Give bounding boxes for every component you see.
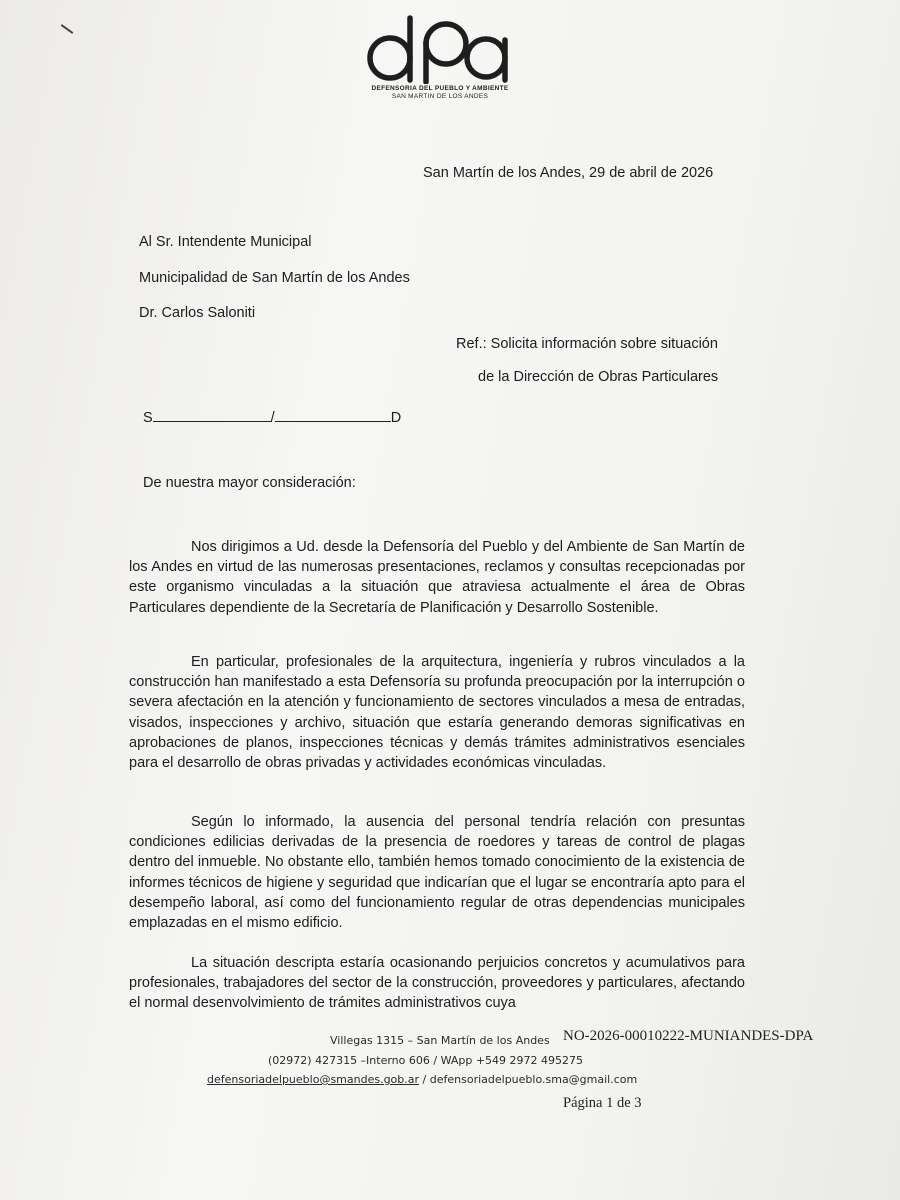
logo <box>340 12 540 117</box>
page-number: Página 1 de 3 <box>563 1095 642 1111</box>
addressee-line-2: Municipalidad de San Martín de los Andes <box>139 270 410 286</box>
footer-phones: (02972) 427315 –Interno 606 / WApp +549 2972 495275 <box>268 1054 584 1067</box>
email-link-1[interactable]: defensoriadelpueblo@smandes.gob.ar <box>207 1073 420 1086</box>
sd-blank-1 <box>153 407 271 422</box>
document-number: NO-2026-00010222-MUNIANDES-DPA <box>563 1028 814 1044</box>
dpa-logo-mark <box>360 12 520 84</box>
reference-label: Ref.: <box>456 336 487 352</box>
body-paragraph: Según lo informado, la ausencia del personal tendría relación con presuntas condiciones edilicias derivadas de la presencia de roedores y tareas de control de plagas dentro del inmueble. No obstante ello, también hemos tomado conocimiento de la existencia de informes técnicos de higiene y seguridad que indicarían que el lugar se encontraría apto para el desempeño laboral, así como del funcionamiento regular de otras dependencias municipales emplazadas en el mismo edificio. <box>129 814 745 932</box>
body-paragraph: Nos dirigimos a Ud. desde la Defensoría del Pueblo y del Ambiente de San Martín de los Andes en virtud de las numerosas presentaciones, reclamos y consultas recepcionadas por este organismo vinculadas a la situación que atraviesa actualmente el área de Obras Particulares dependiente de la Secretaría de Planificación y Desarrollo Sostenible. <box>129 539 745 616</box>
logo-line-1: DEFENSORIA DEL PUEBLO Y AMBIENTE <box>371 85 509 92</box>
reference-line-1 <box>456 334 718 354</box>
body-paragraph: En particular, profesionales de la arquitectura, ingeniería y rubros vinculados a la construcción han manifestado a esta Defensoría su profunda preocupación por la interrupción o severa afectación en la atención y funcionamiento de sectores vinculados a mesa de entradas, visados, inspecciones y archivo, situación que estaría generando demoras significativas en aprobaciones de planos, inspecciones técnicas y demás trámites administrativos esenciales para el desarrollo de obras privadas y actividades económicas vinculadas. <box>129 654 745 772</box>
email-link-2[interactable]: defensoriadelpueblo.sma@gmail.com <box>429 1073 638 1086</box>
sd-d: D <box>390 410 402 426</box>
salutation: De nuestra mayor consideración: <box>143 475 356 491</box>
addressee-line-1: Al Sr. Intendente Municipal <box>139 234 312 250</box>
sd-blank-2 <box>275 407 391 422</box>
date-line: San Martín de los Andes, 29 de abril de 2026 <box>423 165 714 181</box>
footer-emails <box>207 1073 637 1086</box>
reference-line-2: de la Dirección de Obras Particulares <box>478 369 719 385</box>
sd-slash: / <box>270 410 275 426</box>
sd-line <box>143 407 401 428</box>
reference-text-1: Solicita información sobre situación <box>490 336 718 352</box>
body-paragraph: La situación descripta estaría ocasionando perjuicios concretos y acumulativos para profesionales, trabajadores del sector de la construcción, proveedores y particulares, afectando el normal desenvolvimiento de trámites administrativos cuya <box>129 955 745 1012</box>
email-separator: / <box>422 1073 427 1086</box>
pen-mark <box>61 24 74 34</box>
logo-line-2: SAN MARTIN DE LOS ANDES <box>391 93 489 100</box>
sd-s: S <box>143 410 153 426</box>
addressee-line-3: Dr. Carlos Saloniti <box>139 305 256 321</box>
footer-address: Villegas 1315 – San Martín de los Andes <box>330 1034 550 1047</box>
